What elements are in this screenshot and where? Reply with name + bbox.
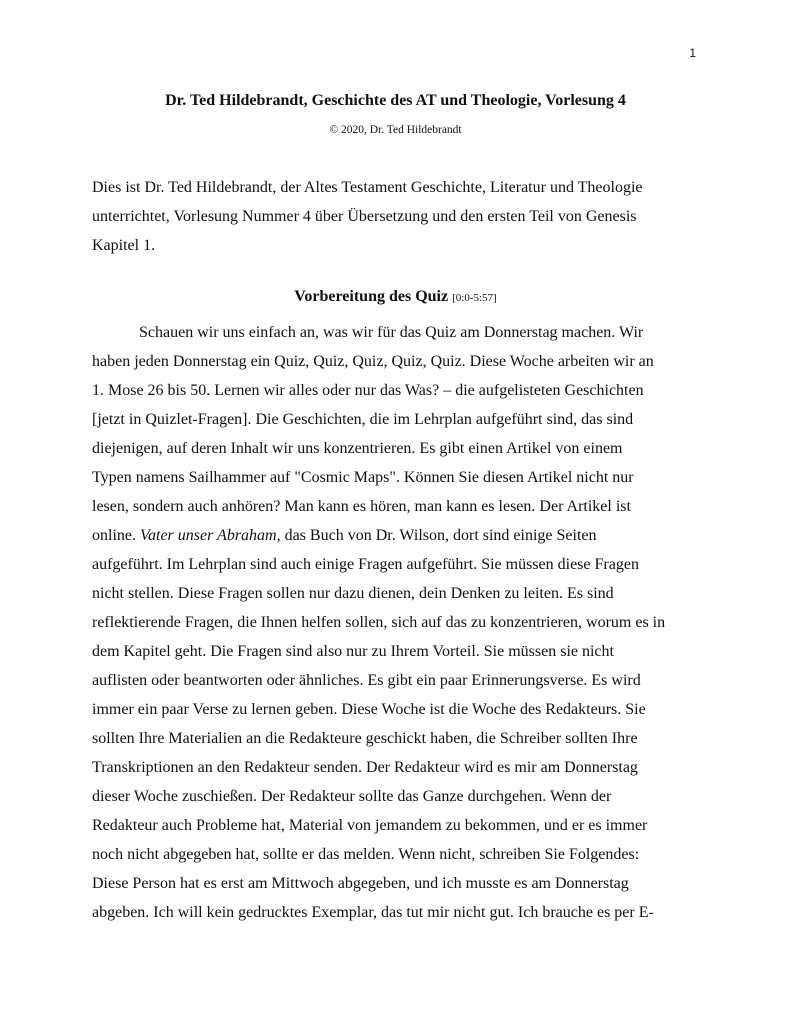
body-line: diejenigen, auf deren Inhalt wir uns konzentrieren. Es gibt einen Artikel von einem — [92, 440, 623, 457]
intro-line: Dies ist Dr. Ted Hildebrandt, der Altes Testament Geschichte, Literatur und Theologie — [92, 179, 643, 196]
body-line: aufgeführt. Im Lehrplan sind auch einige Fragen aufgeführt. Sie müssen diese Fragen — [92, 556, 639, 573]
section-heading-text: Vorbereitung des Quiz — [294, 288, 449, 305]
body-line: sollten Ihre Materialien an die Redakteure geschickt haben, die Schreiber sollten Ihre — [92, 730, 638, 747]
section-timestamp: [0:0-5:57] — [452, 292, 497, 304]
intro-paragraph — [92, 173, 704, 260]
body-line: Transkriptionen an den Redakteur senden. Der Redakteur wird es mir am Donnerstag — [92, 759, 638, 776]
document-title: Dr. Ted Hildebrandt, Geschichte des AT und Theologie, Vorlesung 4 — [165, 92, 626, 109]
body-line: reflektierende Fragen, die Ihnen helfen sollen, sich auf das zu konzentrieren, worum es in — [92, 614, 666, 631]
body-line: Diese Person hat es erst am Mittwoch abgegeben, und ich musste es am Donnerstag — [92, 875, 629, 892]
body-line: dieser Woche zuschießen. Der Redakteur sollte das Ganze durchgehen. Wenn der — [92, 788, 612, 805]
book-title: Vater unser Abraham, — [140, 527, 281, 544]
line-prefix: online. — [92, 527, 140, 544]
page-number: 1 — [689, 46, 696, 60]
body-line: lesen, sondern auch anhören? Man kann es hören, man kann es lesen. Der Artikel ist — [92, 498, 631, 515]
body-line-with-book-title — [92, 521, 704, 550]
body-line: 1. Mose 26 bis 50. Lernen wir alles oder nur das Was? – die aufgelisteten Geschichten — [92, 382, 644, 399]
body-line: Redakteur auch Probleme hat, Material von jemandem zu bekommen, und er es immer — [92, 817, 648, 834]
body-paragraph — [92, 318, 704, 927]
body-line: immer ein paar Verse zu lernen geben. Diese Woche ist die Woche des Redakteurs. Sie — [92, 701, 646, 718]
body-line: abgeben. Ich will kein gedrucktes Exemplar, das tut mir nicht gut. Ich brauche es per E- — [92, 904, 654, 921]
section-heading — [0, 288, 791, 306]
copyright-line: © 2020, Dr. Ted Hildebrandt — [329, 124, 462, 136]
intro-line: Kapitel 1. — [92, 237, 156, 254]
intro-line: unterrichtet, Vorlesung Nummer 4 über Übersetzung und den ersten Teil von Genesis — [92, 208, 637, 225]
body-line: [jetzt in Quizlet-Fragen]. Die Geschichten, die im Lehrplan aufgeführt sind, das sind — [92, 411, 634, 428]
body-line: nicht stellen. Diese Fragen sollen nur dazu dienen, dein Denken zu leiten. Es sind — [92, 585, 614, 602]
body-line: Schauen wir uns einfach an, was wir für das Quiz am Donnerstag machen. Wir — [139, 324, 644, 341]
body-line: Typen namens Sailhammer auf "Cosmic Maps". Können Sie diesen Artikel nicht nur — [92, 469, 634, 486]
line-suffix: das Buch von Dr. Wilson, dort sind einige Seiten — [284, 527, 597, 544]
body-line: noch nicht abgegeben hat, sollte er das melden. Wenn nicht, schreiben Sie Folgendes: — [92, 846, 640, 863]
body-line: haben jeden Donnerstag ein Quiz, Quiz, Quiz, Quiz, Quiz. Diese Woche arbeiten wir an — [92, 353, 654, 370]
body-line: dem Kapitel geht. Die Fragen sind also nur zu Ihrem Vorteil. Sie müssen sie nicht — [92, 643, 614, 660]
body-line: auflisten oder beantworten oder ähnliches. Es gibt ein paar Erinnerungsverse. Es wird — [92, 672, 641, 689]
